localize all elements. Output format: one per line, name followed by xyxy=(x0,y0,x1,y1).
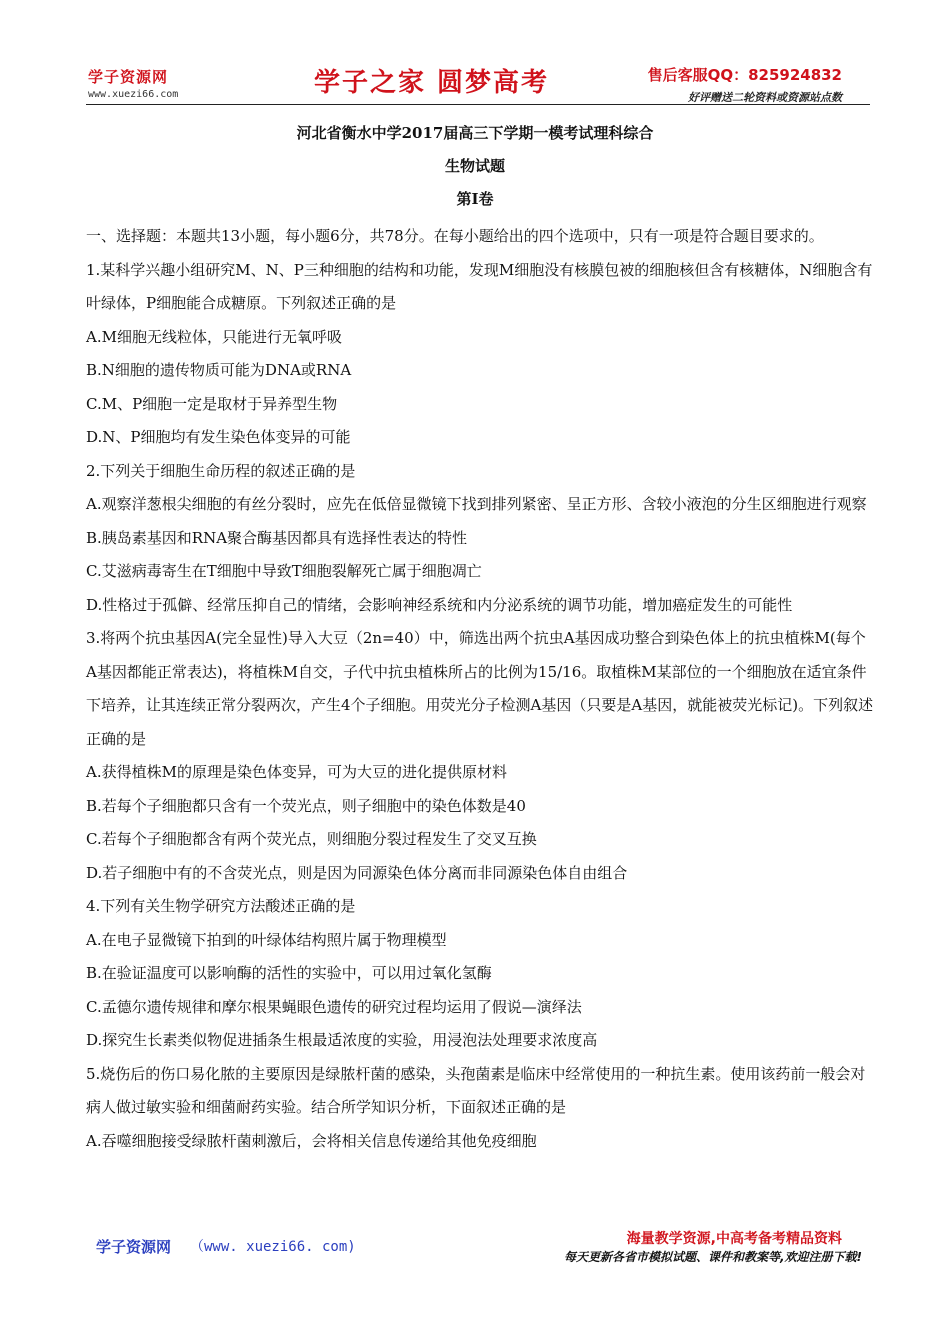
promo-line: 好评赠送二轮资料或资源站点数 xyxy=(688,91,842,104)
question-4: 4.下列有关生物学研究方法酸述正确的是 xyxy=(86,897,356,915)
qq-line: 售后客服QQ：825924832 xyxy=(647,66,842,84)
q1-option-d: D.N、P细胞均有发生染色体变异的可能 xyxy=(86,428,351,446)
q3-option-b: B.若每个子细胞都只含有一个荧光点，则子细胞中的染色体数是40 xyxy=(86,796,526,815)
q4-option-b: B.在验证温度可以影响酶的活性的实验中，可以用过氧化氢酶 xyxy=(86,964,492,982)
q3-option-c: C.若每个子细胞都含有两个荧光点，则细胞分裂过程发生了交叉互换 xyxy=(86,830,537,848)
instructions: 一、选择题：本题共13小题，每小题6分，共78分。在每小题给出的四个选项中，只有一项是符合题目要求的。 xyxy=(86,227,824,245)
q1-option-c: C.M、P细胞一定是取材于异养型生物 xyxy=(86,394,338,413)
footer-notice: 每天更新各省市模拟试题、课件和教案等,欢迎注册下载! xyxy=(563,1250,862,1264)
question-1: 1.某科学兴趣小组研究M、N、P三种细胞的结构和功能，发现M细胞没有核膜包被的细胞核但含有核糖体，N细胞含有叶绿体，P细胞能合成糖原。下列叙述正确的是 xyxy=(86,260,873,312)
question-5: 5.烧伤后的伤口易化脓的主要原因是绿脓杆菌的感染，头孢菌素是临床中经常使用的一种抗生素。使用该药前一般会对病人做过敏实验和细菌耐药实验。结合所学知识分析，下面叙述正确的是 xyxy=(86,1064,866,1116)
section-heading: 第I卷 xyxy=(456,190,494,208)
q3-option-a: A.获得植株M的原理是染色体变异，可为大豆的进化提供原材料 xyxy=(86,763,507,781)
footer-brand[interactable]: 学子资源网 xyxy=(96,1238,172,1256)
q2-option-b: B.胰岛素基因和RNA聚合酶基因都具有选择性表达的特性 xyxy=(86,528,468,547)
q3-option-d: D.若子细胞中有的不含荧光点，则是因为同源染色体分离而非同源染色体自由组合 xyxy=(86,863,628,882)
q5-option-a: A.吞噬细胞接受绿脓杆菌刺激后，会将相关信息传递给其他免疫细胞 xyxy=(86,1131,537,1150)
site-logo[interactable] xyxy=(88,66,178,100)
q2-option-c: C.艾滋病毒寄生在T细胞中导致T细胞裂解死亡属于细胞凋亡 xyxy=(86,562,482,580)
q2-option-a: A.观察洋葱根尖细胞的有丝分裂时，应先在低倍显微镜下找到排列紧密、呈正方形、含较小液泡的分生区细胞进行观察 xyxy=(86,495,867,513)
logo-url: www.xuezi66.com xyxy=(88,89,179,100)
q1-option-b: B.N细胞的遗传物质可能为DNA或RNA xyxy=(86,361,352,379)
page-header xyxy=(0,0,950,110)
question-2: 2.下列关于细胞生命历程的叙述正确的是 xyxy=(86,461,356,480)
header-slogan: 学子之家 圆梦高考 xyxy=(314,68,550,98)
header-divider xyxy=(86,104,870,105)
q2-option-d: D.性格过于孤僻、经常压抑自己的情绪，会影响神经系统和内分泌系统的调节功能，增加癌症发生的可能性 xyxy=(86,595,793,614)
footer-tagline: 海量教学资源,中高考备考精品资料 xyxy=(626,1231,842,1247)
document-subtitle: 生物试题 xyxy=(444,157,505,175)
logo-brand: 学子资源网 xyxy=(88,68,169,86)
q4-option-d: D.探究生长素类似物促进插条生根最适浓度的实验，用浸泡法处理要求浓度高 xyxy=(86,1031,598,1049)
footer-url-link[interactable]: （www. xuezi66. com) xyxy=(190,1239,356,1255)
q1-option-a: A.M细胞无线粒体，只能进行无氧呼吸 xyxy=(86,327,342,346)
q4-option-c: C.孟德尔遗传规律和摩尔根果蝇眼色遗传的研究过程均运用了假说—演绎法 xyxy=(86,997,582,1016)
header-contact xyxy=(648,64,842,105)
question-3: 3.将两个抗虫基因A(完全显性)导入大豆（2n=40）中，筛选出两个抗虫A基因成功整合到染色体上的抗虫植株M(每个A基因都能正常表达)，将植株M自交，子代中抗虫植株所占的比例为15/16。取植株M某部位的一个细胞放在适宜条件下培养，让其连续正常分裂两次，产生4个子细胞。用荧光分子检测A基因（只要是A基因，就能被荧光标记)。下列叙述正确的是 xyxy=(86,629,874,748)
document-body xyxy=(86,220,876,1158)
page-footer xyxy=(0,1222,950,1282)
q4-option-a: A.在电子显微镜下拍到的叶绿体结构照片属于物理模型 xyxy=(86,930,447,949)
document-title: 河北省衡水中学2017届高三下学期一模考试理科综合 xyxy=(296,124,654,142)
